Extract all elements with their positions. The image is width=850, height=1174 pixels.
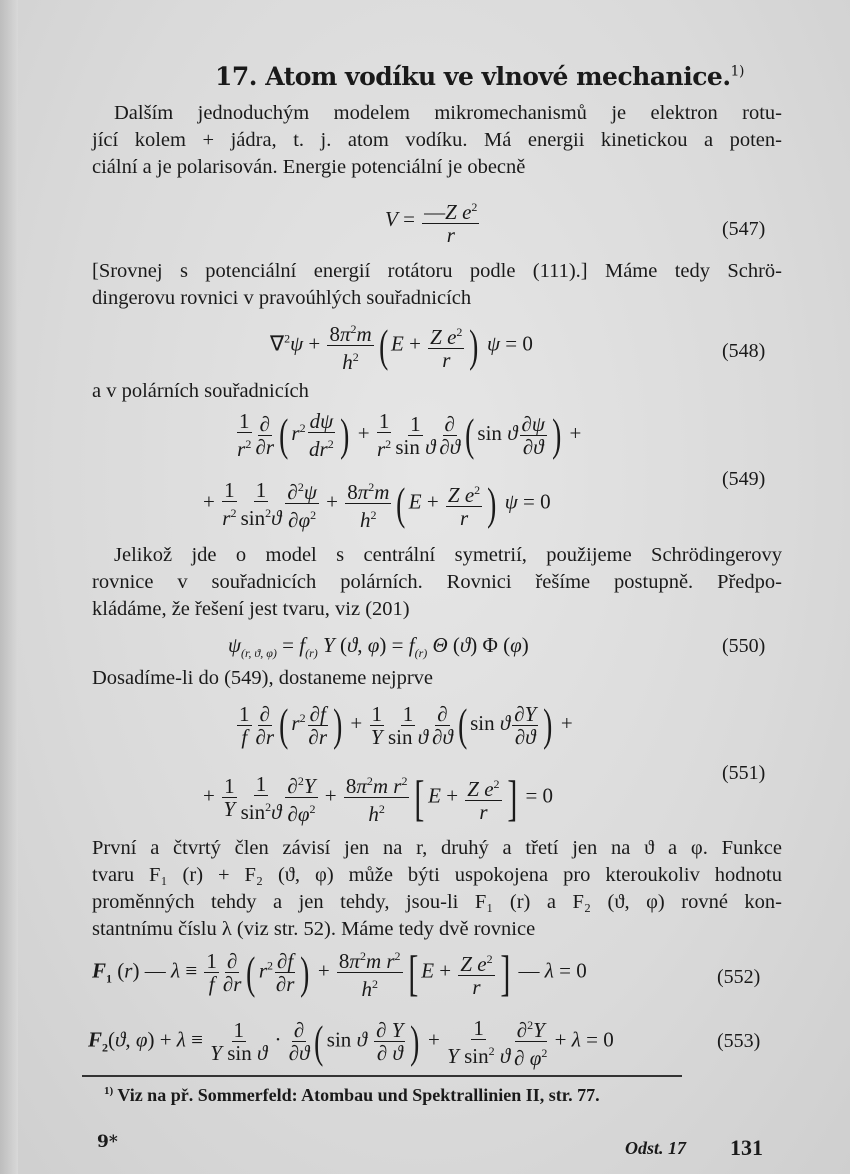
footnote-divider [82, 1075, 682, 1077]
equation-number: (553) [717, 1030, 761, 1052]
paragraph-intro [92, 100, 782, 181]
text-line: stantnímu číslu λ (viz str. 52). Máme tedy dvě rovnice [92, 918, 536, 940]
text-line: jící kolem + jádra, t. j. atom vodíku. Má energii kinetickou a poten- [92, 129, 782, 151]
text-line: kládáme, že řešení jest tvaru, viz (201) [92, 598, 410, 620]
running-head: Odst. 17 [625, 1138, 687, 1158]
text-line: [Srovnej s potenciální energií rotátoru podle (111).] Máme tedy Schrö- [92, 260, 782, 282]
text-line: rovnice v souřadnicích polárních. Rovnici řešíme postupně. Předpo- [92, 571, 782, 593]
paragraph-polar [92, 378, 309, 405]
footnote-ref: 1) [730, 63, 744, 80]
equation-number: (552) [717, 966, 761, 988]
equation-number: (549) [722, 468, 766, 490]
footnote-text: Viz na př. Sommerfeld: Atombau und Spektrallinien II, str. 77. [117, 1085, 600, 1105]
equation-548: ∇$^2$ψ + $\frac{8\pi^2m}{h^2}$ ( E + $\frac{Z e^2}{r}$ ) ψ = 0 [270, 319, 533, 374]
equation-551-line-2: + $\frac{1}{Y}$ $\frac{1}{\sin^2ϑ}$ $\frac{\partial^2Y}{\partial\varphi^2}$ + $\frac{8\pi^2m r^2}{h^2}$ [ E + $\frac{Z e^2}{r}$ ] = 0 [203, 769, 554, 826]
paragraph-schrodinger [92, 258, 782, 312]
equation-553: $F_2(ϑ$, φ) + λ ≡ $\frac{1}{\text{Y sin ϑ}}$ · $\frac{\partial}{\partial ϑ}$ ( sin ϑ $\frac{\partial Y}{\partial ϑ}$ ) + $\frac{1}{Y \sin^2 ϑ}$ $\frac{\partial^2Y}{\partial \varphi^2}$ + λ = 0 [88, 1015, 614, 1070]
footnote-marker: 1) [104, 1085, 114, 1097]
text-line: První a čtvrtý člen závisí jen na r, druhý a třetí jen na ϑ a φ. Funkce [92, 837, 782, 859]
paragraph-symmetry [92, 542, 782, 623]
page-number: 131 [730, 1135, 763, 1160]
equation-549-line-2: + $\frac{1}{r^2}$ $\frac{1}{\sin^2ϑ}$ $\frac{\partial^2\psi}{\partial\varphi^2}$ + $\frac{8\pi^2m}{h^2}$ ( E + $\frac{Z e^2}{r}$ ) ψ = 0 [203, 477, 551, 532]
equation-547: V = $\frac{—Z e^2}{r}$ [385, 196, 481, 246]
page-edge-shadow [0, 0, 18, 1174]
equation-number: (551) [722, 762, 766, 784]
section-heading [215, 62, 744, 91]
paragraph-separation [92, 835, 782, 943]
equation-number: (548) [722, 340, 766, 362]
text-line: tvaru F₁ (r) + F₂ (ϑ, φ) může býti uspokojena pro kteroukoliv hodnotu [92, 864, 782, 886]
text-line: a v polárních souřadnicích [92, 380, 309, 402]
text-line: proměnných tehdy a jen tehdy, jsou-li F₁ (r) a F₂ (ϑ, φ) rovné kon- [92, 891, 782, 913]
equation-number: (547) [722, 218, 766, 240]
text-line: Jelikož jde o model s centrální symetrií, použijeme Schrödingerovy [114, 544, 782, 566]
equation-551-line-1: $\frac{1}{f}$ $\frac{\partial}{\partial r}$ ( $r^2$ $\frac{\partial f}{\partial r}$ ) + $\frac{1}{Y}$ $\frac{1}{\text{sin ϑ}}$ $\frac{\partial}{\partial ϑ}$ ( sin ϑ $\frac{\partial Y}{\partial ϑ}$ ) + [239, 699, 573, 750]
section-title: Atom vodíku ve vlnové mechanice. [265, 62, 731, 91]
text-line: ciální a je polarisován. Energie potenciální je obecně [92, 156, 526, 178]
equation-552: $F_1$ (r) — λ ≡ $\frac{1}{f}$ $\frac{\partial}{\partial r}$ ( $r^2$ $\frac{\partial f}{\partial r}$ ) + $\frac{8\pi^2m r^2}{h^2}$ [ E + $\frac{Z e^2}{r}$ ] — λ = 0 [92, 944, 587, 1001]
footnote [104, 1085, 600, 1106]
text-line: Dosadíme-li do (549), dostaneme nejprve [92, 667, 434, 689]
paragraph-substitute [92, 665, 433, 692]
equation-number: (550) [722, 635, 766, 657]
equation-549-line-1: $\frac{1}{r^2}$ $\frac{\partial}{\partial r}$ ( $r^2$ $\frac{d\psi}{dr^2}$ ) + $\frac{1}{r^2}$ $\frac{1}{\text{sin ϑ}}$ $\frac{\partial}{\partial ϑ}$ ( sin ϑ $\frac{\partial\psi}{\partial ϑ}$ ) + [237, 409, 582, 461]
equation-550: $\psi_{(r, ϑ, \varphi)} = f_{(r)}$ Y (ϑ, $\varphi) = f_{(r)}$ Θ (ϑ) Φ (φ) [228, 633, 529, 661]
signature-mark: 9* [97, 1132, 118, 1152]
text-line: Dalším jednoduchým modelem mikromechanismů je elektron rotu- [114, 102, 782, 124]
section-number: 17. [215, 62, 257, 91]
text-line: dingerovu rovnici v pravoúhlých souřadnicích [92, 287, 472, 309]
